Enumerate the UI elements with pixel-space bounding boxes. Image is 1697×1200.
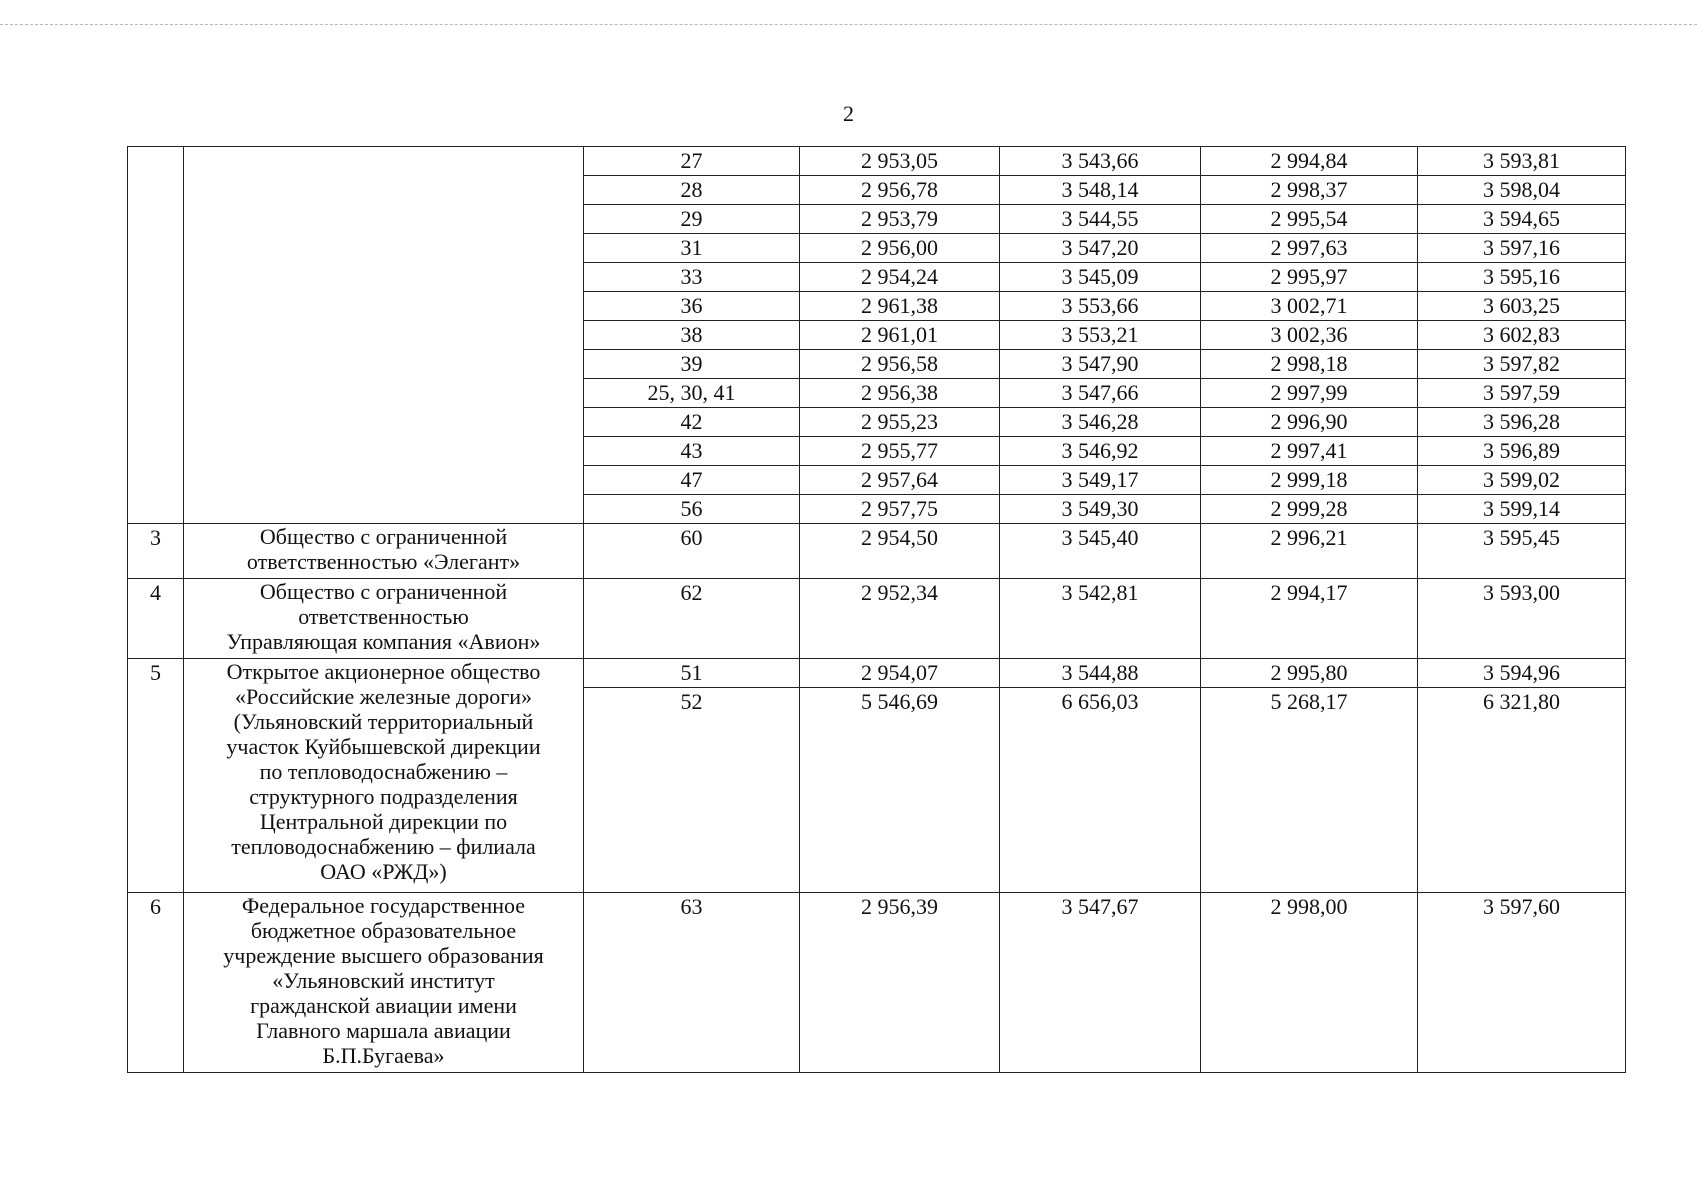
value-cell-2: 3 547,67 bbox=[1000, 893, 1201, 1073]
organization-name-line: тепловодоснабжению – филиала bbox=[231, 834, 536, 859]
value-cell-2: 3 553,21 bbox=[1000, 321, 1201, 350]
value-cell-3: 2 998,37 bbox=[1201, 176, 1418, 205]
organization-name-cell bbox=[184, 893, 584, 1073]
value-cell-1: 2 954,24 bbox=[800, 263, 1000, 292]
value-cell-2: 3 543,66 bbox=[1000, 147, 1201, 176]
value-cell-4: 3 593,00 bbox=[1418, 579, 1626, 659]
value-cell-3: 3 002,36 bbox=[1201, 321, 1418, 350]
consumer-code-cell: 38 bbox=[584, 321, 800, 350]
organization-name-line: Управляющая компания «Авион» bbox=[226, 629, 541, 654]
value-cell-3: 2 997,63 bbox=[1201, 234, 1418, 263]
table-row bbox=[128, 524, 1626, 579]
consumer-code-cell: 47 bbox=[584, 466, 800, 495]
value-cell-4: 3 595,45 bbox=[1418, 524, 1626, 579]
value-cell-1: 2 956,00 bbox=[800, 234, 1000, 263]
value-cell-1: 2 954,07 bbox=[800, 659, 1000, 688]
value-cell-4: 3 594,65 bbox=[1418, 205, 1626, 234]
value-cell-1: 2 956,58 bbox=[800, 350, 1000, 379]
value-cell-4: 3 597,59 bbox=[1418, 379, 1626, 408]
row-number-cell: 6 bbox=[128, 893, 184, 1073]
value-cell-2: 3 547,20 bbox=[1000, 234, 1201, 263]
value-cell-3: 2 995,97 bbox=[1201, 263, 1418, 292]
organization-name-line: Общество с ограниченной bbox=[259, 524, 508, 549]
consumer-code-cell: 60 bbox=[584, 524, 800, 579]
value-cell-4: 6 321,80 bbox=[1418, 688, 1626, 893]
organization-name-line: участок Куйбышевской дирекции bbox=[226, 734, 541, 759]
consumer-code-cell: 31 bbox=[584, 234, 800, 263]
organization-name-line: «Ульяновский институт bbox=[272, 968, 495, 993]
value-cell-4: 3 595,16 bbox=[1418, 263, 1626, 292]
organization-name-line: гражданской авиации имени bbox=[250, 993, 517, 1018]
organization-name-line: ответственностью bbox=[298, 604, 469, 629]
organization-name-line: ОАО «РЖД») bbox=[320, 859, 447, 884]
value-cell-3: 2 994,84 bbox=[1201, 147, 1418, 176]
consumer-code-cell: 63 bbox=[584, 893, 800, 1073]
table-row bbox=[128, 659, 1626, 688]
value-cell-4: 3 602,83 bbox=[1418, 321, 1626, 350]
organization-name-line: Главного маршала авиации bbox=[256, 1018, 511, 1043]
organization-name-line: (Ульяновский территориальный bbox=[233, 709, 534, 734]
organization-name-line: Федеральное государственное bbox=[241, 893, 526, 918]
value-cell-3: 2 998,00 bbox=[1201, 893, 1418, 1073]
value-cell-4: 3 598,04 bbox=[1418, 176, 1626, 205]
value-cell-4: 3 596,28 bbox=[1418, 408, 1626, 437]
organization-name-line: Б.П.Бугаева» bbox=[322, 1043, 445, 1068]
value-cell-3: 2 997,41 bbox=[1201, 437, 1418, 466]
value-cell-2: 3 546,28 bbox=[1000, 408, 1201, 437]
row-number-cell: 5 bbox=[128, 659, 184, 893]
consumer-code-cell: 28 bbox=[584, 176, 800, 205]
value-cell-1: 2 957,75 bbox=[800, 495, 1000, 524]
consumer-code-cell: 39 bbox=[584, 350, 800, 379]
row-number-cell: 4 bbox=[128, 579, 184, 659]
value-cell-4: 3 599,02 bbox=[1418, 466, 1626, 495]
value-cell-1: 2 957,64 bbox=[800, 466, 1000, 495]
table-row bbox=[128, 893, 1626, 1073]
consumer-code-cell: 51 bbox=[584, 659, 800, 688]
organization-name-cell bbox=[184, 659, 584, 893]
value-cell-3: 5 268,17 bbox=[1201, 688, 1418, 893]
consumer-code-cell: 33 bbox=[584, 263, 800, 292]
value-cell-1: 2 961,01 bbox=[800, 321, 1000, 350]
value-cell-3: 2 997,99 bbox=[1201, 379, 1418, 408]
value-cell-1: 2 953,05 bbox=[800, 147, 1000, 176]
value-cell-1: 2 956,39 bbox=[800, 893, 1000, 1073]
organization-name-line: ответственностью «Элегант» bbox=[246, 549, 521, 574]
table-row bbox=[128, 147, 1626, 176]
value-cell-2: 3 544,55 bbox=[1000, 205, 1201, 234]
consumer-code-cell: 52 bbox=[584, 688, 800, 893]
organization-name-cell bbox=[184, 579, 584, 659]
value-cell-4: 3 594,96 bbox=[1418, 659, 1626, 688]
consumer-code-cell: 27 bbox=[584, 147, 800, 176]
value-cell-1: 2 953,79 bbox=[800, 205, 1000, 234]
value-cell-2: 3 545,40 bbox=[1000, 524, 1201, 579]
organization-name-line: Центральной дирекции по bbox=[259, 809, 508, 834]
organization-name-line: структурного подразделения bbox=[249, 784, 518, 809]
value-cell-2: 3 549,17 bbox=[1000, 466, 1201, 495]
consumer-code-cell: 25, 30, 41 bbox=[584, 379, 800, 408]
page-number: 2 bbox=[843, 101, 854, 126]
value-cell-4: 3 597,82 bbox=[1418, 350, 1626, 379]
value-cell-3: 2 995,80 bbox=[1201, 659, 1418, 688]
value-cell-2: 3 547,66 bbox=[1000, 379, 1201, 408]
value-cell-1: 5 546,69 bbox=[800, 688, 1000, 893]
value-cell-1: 2 955,23 bbox=[800, 408, 1000, 437]
consumer-code-cell: 36 bbox=[584, 292, 800, 321]
value-cell-3: 2 996,90 bbox=[1201, 408, 1418, 437]
organization-name-line: учреждение высшего образования bbox=[223, 943, 544, 968]
scan-border-line bbox=[0, 24, 1697, 25]
table-row bbox=[128, 579, 1626, 659]
value-cell-2: 3 544,88 bbox=[1000, 659, 1201, 688]
value-cell-1: 2 956,78 bbox=[800, 176, 1000, 205]
value-cell-4: 3 597,60 bbox=[1418, 893, 1626, 1073]
value-cell-2: 6 656,03 bbox=[1000, 688, 1201, 893]
organization-name-line: «Российские железные дороги» bbox=[235, 684, 532, 709]
consumer-code-cell: 56 bbox=[584, 495, 800, 524]
value-cell-2: 3 549,30 bbox=[1000, 495, 1201, 524]
tariff-table bbox=[127, 146, 1626, 1073]
value-cell-3: 2 999,18 bbox=[1201, 466, 1418, 495]
consumer-code-cell: 42 bbox=[584, 408, 800, 437]
organization-name-line: Открытое акционерное общество bbox=[226, 659, 541, 684]
value-cell-1: 2 955,77 bbox=[800, 437, 1000, 466]
number-cell bbox=[128, 147, 184, 524]
organization-name-line: по тепловодоснабжению – bbox=[259, 759, 508, 784]
value-cell-4: 3 596,89 bbox=[1418, 437, 1626, 466]
value-cell-3: 2 996,21 bbox=[1201, 524, 1418, 579]
value-cell-1: 2 961,38 bbox=[800, 292, 1000, 321]
consumer-code-cell: 43 bbox=[584, 437, 800, 466]
organization-name-cell bbox=[184, 524, 584, 579]
value-cell-3: 3 002,71 bbox=[1201, 292, 1418, 321]
value-cell-2: 3 545,09 bbox=[1000, 263, 1201, 292]
value-cell-2: 3 547,90 bbox=[1000, 350, 1201, 379]
row-number-cell: 3 bbox=[128, 524, 184, 579]
value-cell-3: 2 995,54 bbox=[1201, 205, 1418, 234]
value-cell-4: 3 603,25 bbox=[1418, 292, 1626, 321]
value-cell-4: 3 599,14 bbox=[1418, 495, 1626, 524]
value-cell-2: 3 542,81 bbox=[1000, 579, 1201, 659]
value-cell-3: 2 994,17 bbox=[1201, 579, 1418, 659]
value-cell-4: 3 597,16 bbox=[1418, 234, 1626, 263]
consumer-code-cell: 29 bbox=[584, 205, 800, 234]
value-cell-3: 2 998,18 bbox=[1201, 350, 1418, 379]
organization-name-line: бюджетное образовательное bbox=[250, 918, 517, 943]
organization-name-line: Общество с ограниченной bbox=[259, 579, 508, 604]
consumer-code-cell: 62 bbox=[584, 579, 800, 659]
value-cell-1: 2 954,50 bbox=[800, 524, 1000, 579]
value-cell-2: 3 553,66 bbox=[1000, 292, 1201, 321]
value-cell-4: 3 593,81 bbox=[1418, 147, 1626, 176]
value-cell-3: 2 999,28 bbox=[1201, 495, 1418, 524]
organization-cell bbox=[184, 147, 584, 524]
value-cell-1: 2 952,34 bbox=[800, 579, 1000, 659]
value-cell-2: 3 548,14 bbox=[1000, 176, 1201, 205]
value-cell-2: 3 546,92 bbox=[1000, 437, 1201, 466]
value-cell-1: 2 956,38 bbox=[800, 379, 1000, 408]
